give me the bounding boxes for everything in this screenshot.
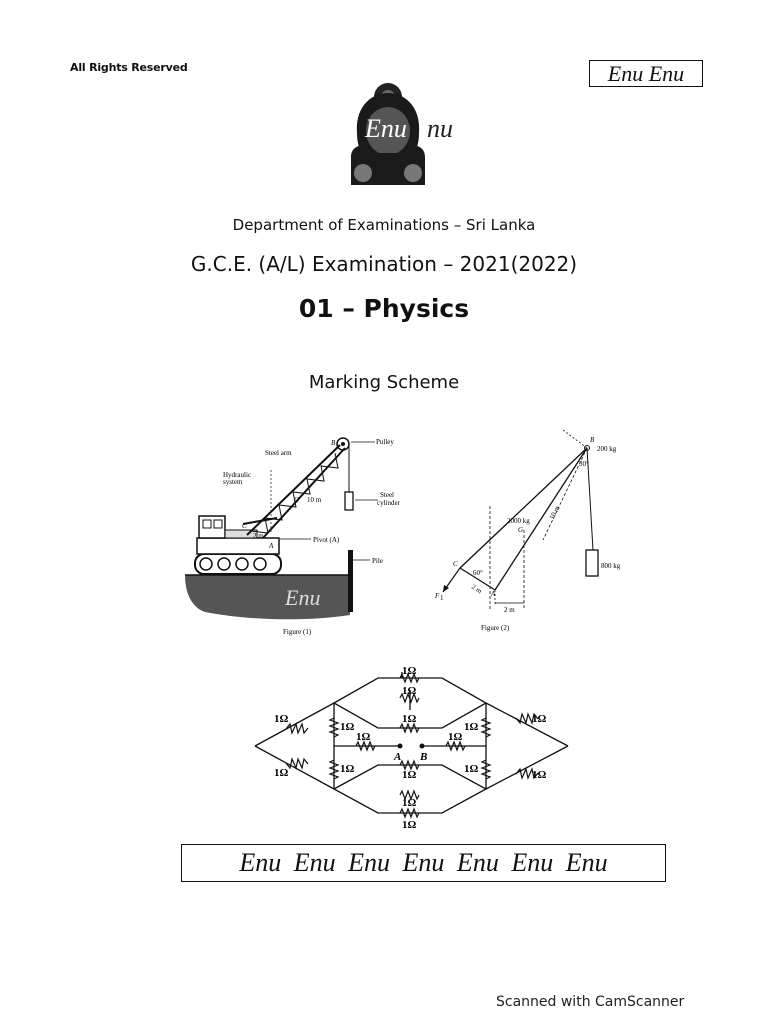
- document-title: Marking Scheme: [308, 372, 460, 393]
- figure-2-force-diagram: [425, 420, 640, 635]
- circuit-diagram: [250, 660, 580, 835]
- resistor-label: 1Ω: [340, 721, 355, 733]
- label-steel-arm: Steel arm: [265, 449, 292, 457]
- subject-title: 01 – Physics: [298, 294, 470, 323]
- figure-2-caption: Figure (2): [481, 624, 510, 632]
- fig2-label-g: G: [518, 526, 524, 534]
- resistor-label: 1Ω: [402, 769, 417, 781]
- resistor-label: 1Ω: [274, 767, 289, 779]
- label-cylinder: cylinder: [377, 499, 400, 507]
- resistor-label: 1Ω: [532, 769, 547, 781]
- label-g: G: [294, 496, 300, 504]
- fig2-label-2m-a: 2 m: [469, 582, 484, 596]
- fig2-label-a: A: [491, 590, 496, 598]
- rights-notice: All Rights Reserved: [70, 61, 188, 74]
- scanner-footer: Scanned with CamScanner: [496, 994, 685, 1010]
- emblem-text-partial: nu: [427, 114, 453, 143]
- label-10m: 10 m: [307, 496, 322, 504]
- fig2-label-60deg: 60°: [473, 569, 483, 577]
- label-hydraulic: Hydraulic: [223, 471, 251, 479]
- resistor-label: 1Ω: [356, 731, 371, 743]
- node-a-label: A: [394, 751, 402, 763]
- department-name: Department of Examinations – Sri Lanka: [232, 216, 536, 234]
- resistor-label: 1Ω: [274, 713, 289, 725]
- resistor-label: 1Ω: [464, 721, 479, 733]
- label-c: C: [242, 522, 247, 530]
- resistor-label: 1Ω: [340, 763, 355, 775]
- fig2-label-10m: 10 m: [547, 504, 562, 521]
- resistor-label: 1Ω: [402, 797, 417, 809]
- label-system: system: [223, 478, 243, 486]
- fig2-label-200kg: 200 kg: [597, 445, 617, 453]
- exam-title: G.C.E. (A/L) Examination – 2021(2022): [190, 252, 578, 276]
- resistor-label: 1Ω: [402, 713, 417, 725]
- node-b-label: B: [420, 751, 428, 763]
- resistor-label: 1Ω: [532, 713, 547, 725]
- fig2-label-2m-b: 2 m: [504, 606, 515, 614]
- label-pulley: Pulley: [376, 438, 394, 446]
- label-a: A: [269, 542, 274, 550]
- emblem-logo: [345, 75, 475, 190]
- fig2-label-f-sub: 1: [440, 594, 444, 602]
- resistor-label: 1Ω: [464, 763, 479, 775]
- resistor-label: 1Ω: [402, 819, 417, 831]
- label-pivot: Pivot (A): [313, 536, 340, 544]
- resistor-label: 1Ω: [448, 731, 463, 743]
- fig2-label-30deg: 30°: [579, 460, 589, 468]
- figure-1-caption: Figure (1): [283, 628, 312, 636]
- label-2m: 2 m: [253, 532, 264, 540]
- fig2-label-800kg: 800 kg: [601, 562, 621, 570]
- fig2-label-b: B: [590, 436, 595, 444]
- label-b: B: [331, 439, 336, 447]
- fig2-label-f: F: [435, 592, 440, 600]
- label-steel: Steel: [380, 491, 394, 499]
- resistor-label: 1Ω: [402, 685, 417, 697]
- figure-1-watermark: Enu: [285, 585, 321, 610]
- emblem-text: Enu: [365, 114, 407, 143]
- watermark-box-top: Enu Enu: [589, 60, 703, 87]
- label-pile: Pile: [372, 557, 383, 565]
- watermark-box-bottom: Enu Enu Enu Enu Enu Enu Enu: [181, 844, 666, 882]
- figure-1-crane: [185, 430, 410, 640]
- fig2-label-c: C: [453, 560, 458, 568]
- fig2-label-2000kg: 2000 kg: [507, 517, 530, 525]
- resistor-label: 1Ω: [402, 665, 417, 677]
